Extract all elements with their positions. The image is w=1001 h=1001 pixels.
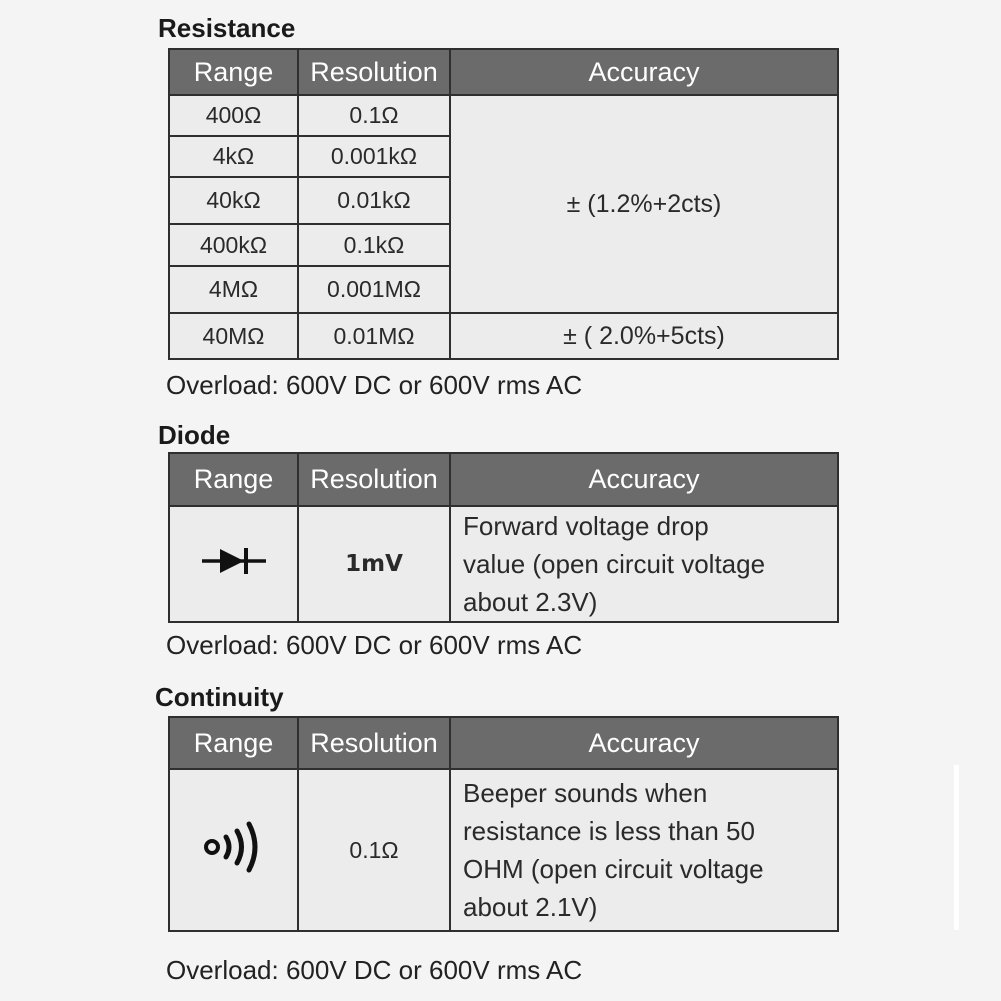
range-cell: 4MΩ — [169, 266, 298, 313]
diode-table — [168, 452, 839, 623]
header-accuracy: Accuracy — [450, 453, 838, 506]
table-row — [169, 506, 838, 622]
accuracy-line: OHM (open circuit voltage — [463, 854, 764, 884]
table-row — [169, 95, 838, 136]
accuracy-line: about 2.3V) — [463, 587, 598, 617]
resolution-cell: 0.01kΩ — [298, 177, 450, 224]
accuracy-line: resistance is less than 50 — [463, 816, 755, 846]
continuity-overload-note: Overload: 600V DC or 600V rms AC — [166, 955, 583, 985]
range-cell: 400Ω — [169, 95, 298, 136]
accuracy-line: value (open circuit voltage — [463, 549, 766, 579]
diode-symbol-icon — [202, 546, 266, 576]
resolution-cell: 0.001MΩ — [298, 266, 450, 313]
accuracy-cell: ± (1.2%+2cts) — [450, 95, 838, 313]
header-range: Range — [169, 49, 298, 95]
continuity-title: Continuity — [155, 682, 284, 712]
resolution-cell: 0.1Ω — [298, 769, 450, 931]
accuracy-line: Forward voltage drop — [463, 511, 709, 541]
resistance-title: Resistance — [158, 13, 296, 43]
header-resolution: Resolution — [298, 717, 450, 769]
resolution-cell: 0.01MΩ — [298, 313, 450, 359]
diode-overload-note: Overload: 600V DC or 600V rms AC — [166, 630, 583, 660]
resistance-overload-note: Overload: 600V DC or 600V rms AC — [166, 370, 583, 400]
range-cell: 4kΩ — [169, 136, 298, 177]
diode-range-cell — [169, 506, 298, 622]
header-accuracy: Accuracy — [450, 717, 838, 769]
accuracy-line: Beeper sounds when — [463, 778, 708, 808]
resolution-cell: 0.001kΩ — [298, 136, 450, 177]
table-row — [169, 769, 838, 931]
range-cell: 40MΩ — [169, 313, 298, 359]
resolution-cell: 1mV — [298, 506, 450, 622]
accuracy-cell — [450, 769, 838, 931]
header-range: Range — [169, 453, 298, 506]
range-cell: 40kΩ — [169, 177, 298, 224]
continuity-table — [168, 716, 839, 932]
header-resolution: Resolution — [298, 453, 450, 506]
table-row — [169, 313, 838, 359]
continuity-range-cell — [169, 769, 298, 931]
accuracy-line: about 2.1V) — [463, 892, 598, 922]
range-cell: 400kΩ — [169, 224, 298, 266]
header-range: Range — [169, 717, 298, 769]
continuity-beeper-icon — [203, 821, 265, 873]
resolution-cell: 0.1kΩ — [298, 224, 450, 266]
edge-divider — [954, 765, 959, 930]
resistance-table — [168, 48, 839, 360]
resolution-cell: 0.1Ω — [298, 95, 450, 136]
accuracy-cell: ± ( 2.0%+5cts) — [450, 313, 838, 359]
header-accuracy: Accuracy — [450, 49, 838, 95]
accuracy-cell — [450, 506, 838, 622]
diode-title: Diode — [158, 420, 231, 450]
header-resolution: Resolution — [298, 49, 450, 95]
